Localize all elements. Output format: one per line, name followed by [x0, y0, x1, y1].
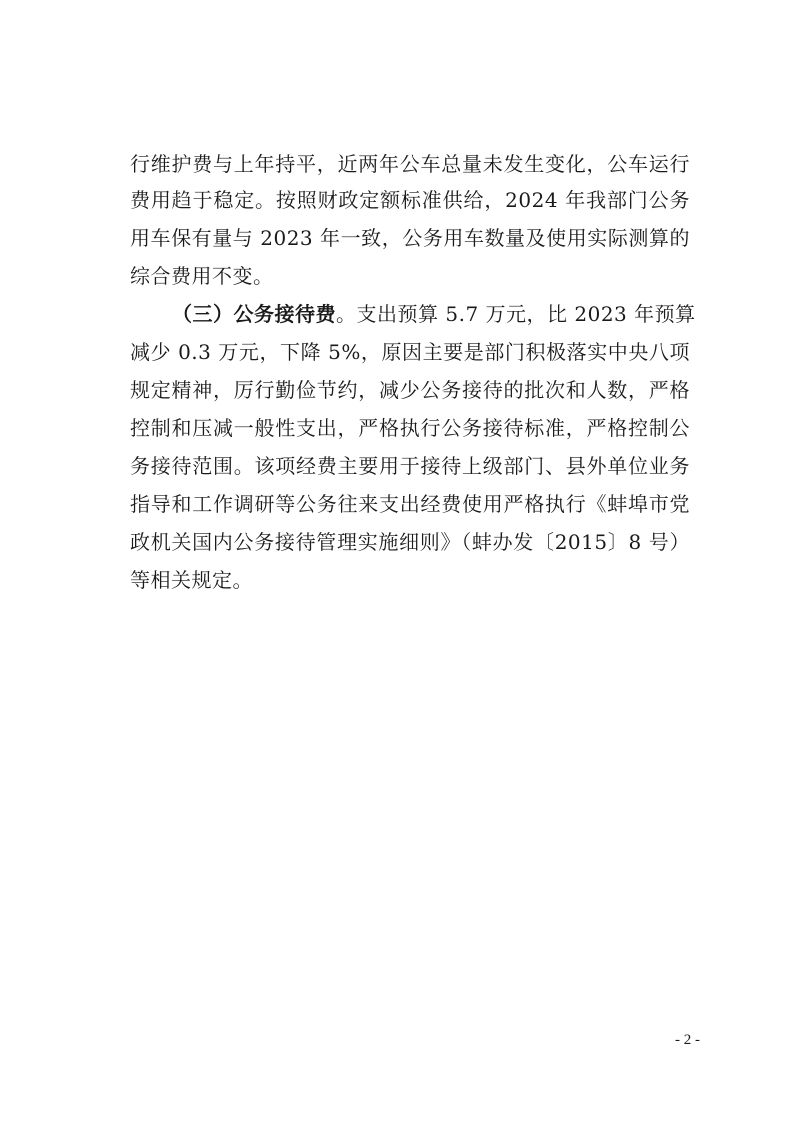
page-number: - 2 - — [675, 1032, 700, 1048]
text-line-with-heading — [172, 296, 696, 332]
text-line: 务接待范围。该项经费主要用于接待上级部门、县外单位业务 — [130, 454, 690, 478]
text-line: 指导和工作调研等公务往来支出经费使用严格执行《蚌埠市党 — [130, 492, 690, 516]
text-line: 减少 0.3 万元，下降 5%，原因主要是部门积极落实中央八项 — [130, 340, 690, 364]
text-line: 规定精神，厉行勤俭节约，减少公务接待的批次和人数，严格 — [130, 378, 690, 402]
text-line: 控制和压减一般性支出，严格执行公务接待标准，严格控制公 — [130, 416, 690, 440]
text-line: 费用趋于稳定。按照财政定额标准供给，2024 年我部门公务 — [130, 188, 690, 212]
text-run: 。支出预算 5.7 万元，比 2023 年预算 — [336, 302, 696, 326]
text-line: 用车保有量与 2023 年一致，公务用车数量及使用实际测算的 — [130, 226, 690, 250]
section-heading: （三）公务接待费 — [172, 302, 336, 326]
text-line: 等相关规定。 — [130, 568, 253, 592]
text-line: 行维护费与上年持平，近两年公车总量未发生变化，公车运行 — [130, 152, 690, 176]
text-line: 政机关国内公务接待管理实施细则》（蚌办发〔2015〕8 号） — [130, 530, 690, 554]
text-line: 综合费用不变。 — [130, 264, 274, 288]
